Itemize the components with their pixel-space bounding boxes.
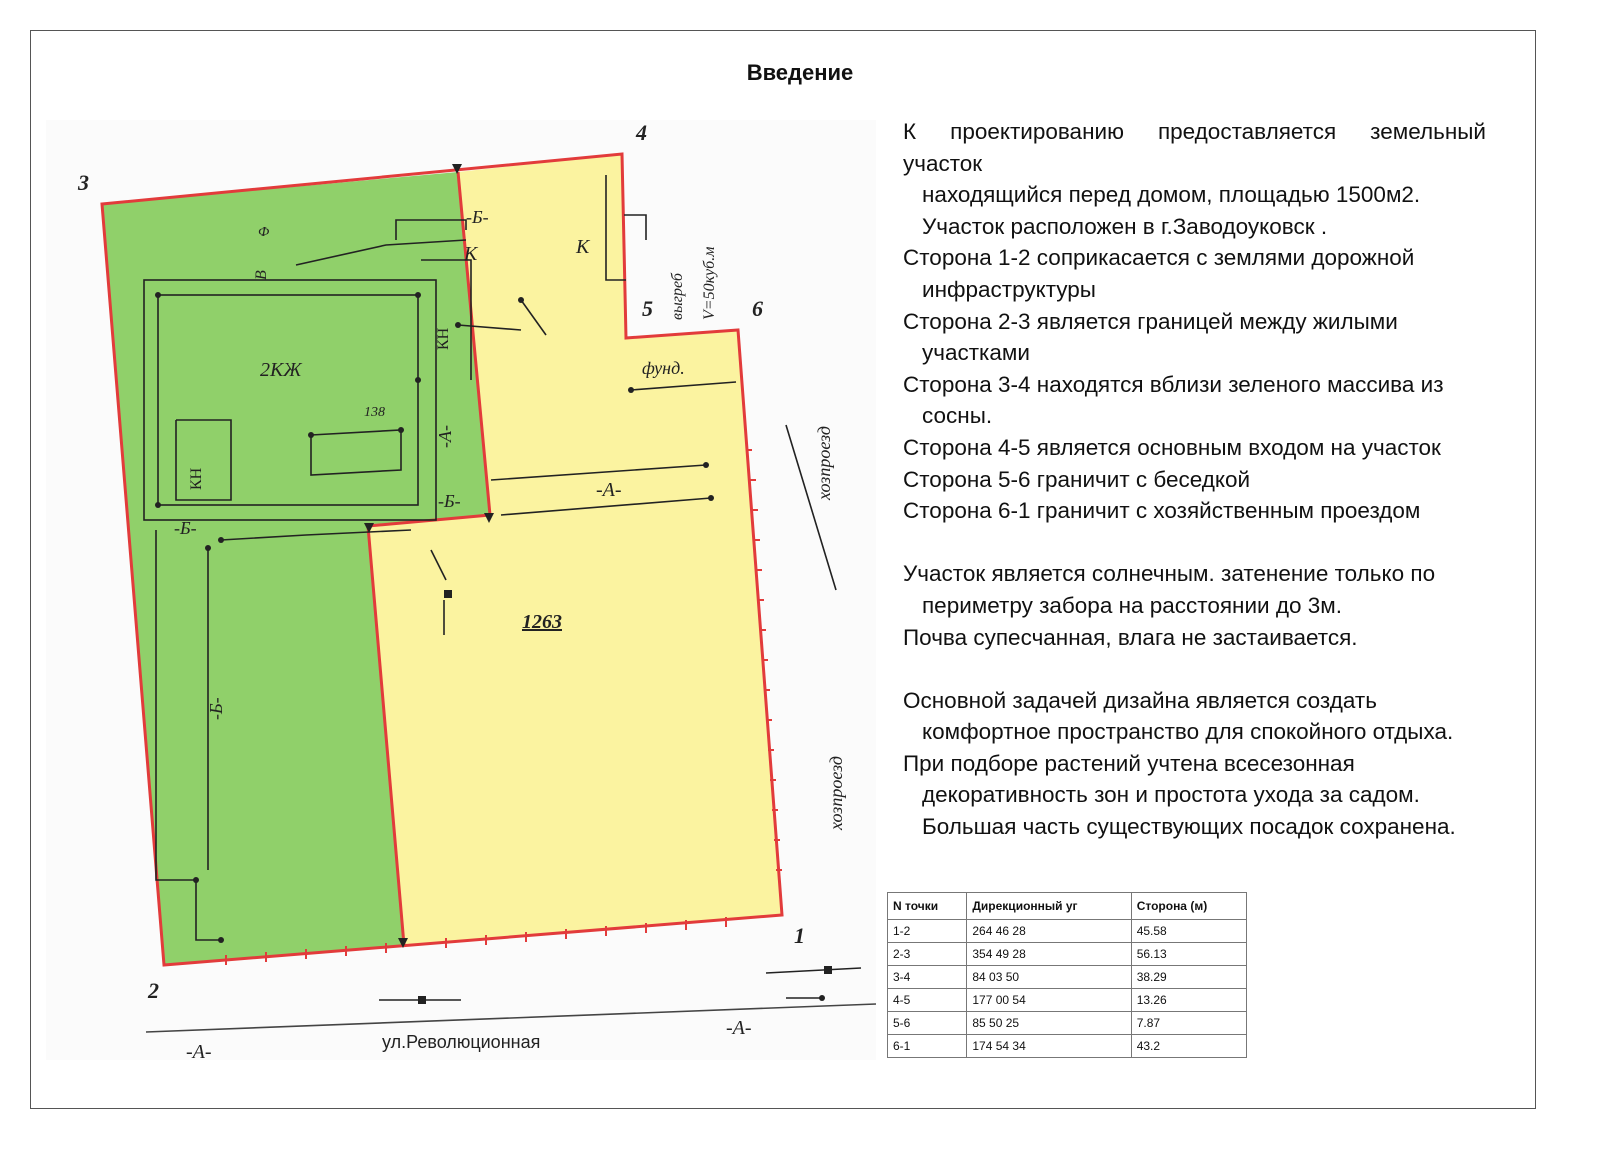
page-title: Введение <box>746 60 854 85</box>
cell-point: 6-1 <box>888 1035 967 1058</box>
cell-angle: 264 46 28 <box>967 920 1131 943</box>
table-row <box>888 966 1247 989</box>
cell-point: 5-6 <box>888 1012 967 1035</box>
cell-point: 3-4 <box>888 966 967 989</box>
cell-side: 45.58 <box>1131 920 1246 943</box>
point-label-1: 1 <box>794 923 805 948</box>
line-b-left: -Б- <box>174 518 197 538</box>
cell-point: 2-3 <box>888 943 967 966</box>
intro-line: При подборе растений учтена всесезонная <box>903 750 1355 776</box>
intro-paragraph <box>903 464 1486 496</box>
intro-line: Сторона 3-4 находятся вблизи зеленого массива из <box>903 371 1444 397</box>
intro-line: сосны. <box>922 403 993 429</box>
line-a-corner: -А- <box>186 1041 212 1060</box>
area-label: 1263 <box>522 611 562 633</box>
intro-paragraph <box>903 242 1486 305</box>
cell-point: 4-5 <box>888 989 967 1012</box>
intro-line: Участок является солнечным. затенение только по <box>903 561 1436 587</box>
cell-angle: 84 03 50 <box>967 966 1131 989</box>
cell-angle: 85 50 25 <box>967 1012 1131 1035</box>
intro-paragraph <box>903 685 1486 748</box>
cellar-volume-label: V=50куб.м <box>701 246 718 320</box>
intro-line: Сторона 4-5 является основным входом на участок <box>903 434 1441 460</box>
letter-k-2: К <box>576 236 590 258</box>
intro-line: Участок расположен в г.Заводоуковск . <box>922 213 1328 239</box>
road-label-bottom: хозпроезд <box>826 756 846 830</box>
table-row <box>888 1035 1247 1058</box>
letter-k-1: К <box>464 243 478 265</box>
foundation-label: фунд. <box>642 358 685 378</box>
intro-line: Сторона 5-6 граничит с беседкой <box>903 466 1251 492</box>
cell-side: 13.26 <box>1131 989 1246 1012</box>
intro-text <box>903 116 1486 843</box>
site-plan <box>46 120 876 1060</box>
road-label-top: хозпроезд <box>814 426 834 500</box>
letter-v: В <box>253 270 270 280</box>
point-label-3: 3 <box>78 170 89 195</box>
intro-line: декоративность зон и простота ухода за садом. <box>922 782 1420 808</box>
intro-line: периметру забора на расстоянии до 3м. <box>922 592 1342 618</box>
header-side: Сторона (м) <box>1131 893 1246 920</box>
cell-angle: 354 49 28 <box>967 943 1131 966</box>
table-row <box>888 1012 1247 1035</box>
header-point: N точки <box>888 893 967 920</box>
intro-line: инфраструктуры <box>922 276 1096 302</box>
cell-side: 43.2 <box>1131 1035 1246 1058</box>
point-label-2: 2 <box>148 978 159 1003</box>
intro-line: К проектированию предоставляется земельный участок <box>903 119 1486 176</box>
intro-line: находящийся перед домом, площадью 1500м2. <box>922 182 1421 208</box>
intro-paragraph <box>903 369 1486 432</box>
intro-line: Почва супесчанная, влага не застаивается. <box>903 624 1358 650</box>
cellar-label: выгреб <box>669 273 686 320</box>
table-header-row <box>888 893 1247 920</box>
line-a-vertical: -А- <box>435 425 455 448</box>
intro-line: Большая часть существующих посадок сохранена. <box>922 814 1456 840</box>
intro-line: Сторона 6-1 граничит с хозяйственным проездом <box>903 498 1421 524</box>
line-a-bottom: -А- <box>726 1017 752 1039</box>
cell-side: 56.13 <box>1131 943 1246 966</box>
line-a-mid: -А- <box>596 479 622 501</box>
building-label: 2КЖ <box>260 359 302 381</box>
point-label-6: 6 <box>752 296 763 321</box>
coordinates-table <box>887 892 1247 1058</box>
point-label-4: 4 <box>636 120 647 145</box>
intro-line: Сторона 1-2 соприкасается с землями дорожной <box>903 245 1415 271</box>
intro-line: Основной задачей дизайна является создать <box>903 687 1377 713</box>
line-b-vertical: -Б- <box>206 697 226 720</box>
letter-f: Ф <box>258 225 270 240</box>
intro-paragraph <box>903 495 1486 527</box>
line-b-top: -Б- <box>466 207 489 227</box>
header-angle: Дирекционный уг <box>967 893 1131 920</box>
paragraph-gap <box>903 527 1486 559</box>
intro-paragraph <box>903 432 1486 464</box>
kn-label-2: КН <box>188 467 205 490</box>
table-row <box>888 943 1247 966</box>
kn-label-1: КН <box>435 327 452 350</box>
intro-line: комфортное пространство для спокойного отдыха. <box>922 719 1454 745</box>
table-row <box>888 920 1247 943</box>
intro-paragraph <box>903 558 1486 621</box>
intro-paragraph <box>903 306 1486 369</box>
intro-line: Сторона 2-3 является границей между жилыми <box>903 308 1398 334</box>
intro-line: участками <box>922 340 1030 366</box>
intro-paragraph <box>903 622 1486 654</box>
cell-side: 7.87 <box>1131 1012 1246 1035</box>
cell-angle: 177 00 54 <box>967 989 1131 1012</box>
cell-point: 1-2 <box>888 920 967 943</box>
point-label-5: 5 <box>642 296 653 321</box>
street-label: ул.Революционная <box>382 1032 541 1052</box>
number-label: 138 <box>364 405 385 420</box>
table-row <box>888 989 1247 1012</box>
intro-paragraph <box>903 116 1486 242</box>
cell-angle: 174 54 34 <box>967 1035 1131 1058</box>
line-b-mid: -Б- <box>438 491 461 511</box>
intro-paragraph <box>903 748 1486 843</box>
cell-side: 38.29 <box>1131 966 1246 989</box>
paragraph-gap <box>903 653 1486 685</box>
